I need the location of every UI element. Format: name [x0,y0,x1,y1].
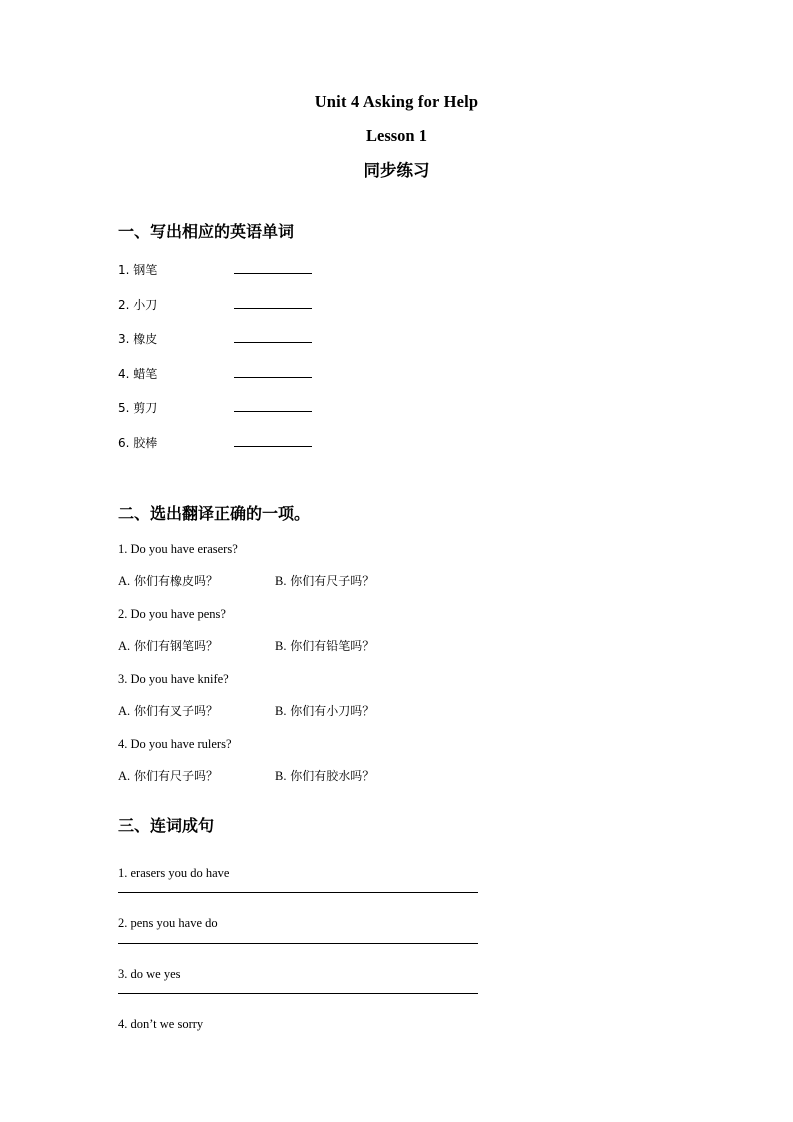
list-item: 2. pens you have do [118,893,478,943]
list-item: 1. erasers you do have [118,843,478,893]
vocab-number: 3. [118,332,130,347]
page-title: Unit 4 Asking for Help [314,92,479,111]
vocab-word: 剪刀 [133,401,158,416]
question-options [118,703,675,720]
vocab-number: 6. [118,435,130,450]
vocab-word: 蜡笔 [133,366,158,381]
option-a[interactable] [118,703,275,720]
option-b[interactable] [275,638,374,655]
question-block [118,606,675,655]
question-block [118,541,675,590]
vocab-word: 胶棒 [133,435,158,450]
list-item: 4. don’t we sorry [118,1016,204,1031]
question-block [118,671,675,720]
list-item [118,434,675,469]
option-a-text: 你们有橡皮吗？ [133,574,218,589]
option-a-letter: A. [118,768,131,783]
option-a-letter: A. [118,639,131,654]
answer-blank[interactable] [234,331,312,343]
vocab-number: 5. [118,401,130,416]
vocab-number: 2. [118,297,130,312]
vocab-word: 钢笔 [133,263,158,278]
answer-blank[interactable] [234,297,312,309]
lesson-subtitle: Lesson 1 [366,125,427,145]
option-a-text: 你们有钢笔吗？ [133,639,218,654]
answer-blank[interactable] [234,435,312,447]
section-heading-2: 二、选出翻译正确的一项。 [118,504,311,524]
rearrange-list [118,843,675,1043]
question-options [118,638,675,655]
list-item [118,365,675,400]
list-item [118,330,675,365]
question-stem: 4. Do you have rulers? [118,736,232,751]
option-b-text: 你们有铅笔吗？ [290,639,375,654]
question-stem: 1. Do you have erasers? [118,541,238,556]
vocabulary-list [118,261,675,468]
vocab-number: 1. [118,263,130,278]
answer-blank[interactable] [234,366,312,378]
list-item [118,261,675,296]
vocab-word: 橡皮 [133,332,158,347]
option-b-text: 你们有小刀吗？ [290,703,375,718]
question-options [118,768,675,785]
option-a-text: 你们有叉子吗？ [133,703,218,718]
option-a-letter: A. [118,574,131,589]
option-b-letter: B. [275,768,287,783]
option-a[interactable] [118,573,275,590]
answer-blank[interactable] [234,400,312,412]
title-block [118,0,675,180]
section-heading-3: 三、连词成句 [118,816,215,836]
option-b[interactable] [275,768,374,785]
question-stem: 2. Do you have pens? [118,606,226,621]
answer-blank[interactable] [234,262,312,274]
option-a[interactable] [118,768,275,785]
list-item [118,296,675,331]
option-b-letter: B. [275,574,287,589]
vocab-number: 4. [118,366,130,381]
option-b-text: 你们有尺子吗？ [290,574,375,589]
list-item: 3. do we yes [118,944,478,994]
option-a-text: 你们有尺子吗？ [133,768,218,783]
list-item [118,399,675,434]
question-block [118,736,675,785]
question-options [118,573,675,590]
option-b-letter: B. [275,703,287,718]
option-a-letter: A. [118,703,131,718]
option-b-letter: B. [275,639,287,654]
option-a[interactable] [118,638,275,655]
question-stem: 3. Do you have knife? [118,671,229,686]
section-heading-1: 一、写出相应的英语单词 [118,222,295,242]
option-b[interactable] [275,573,374,590]
vocab-word: 小刀 [133,297,158,312]
practice-subtitle: 同步练习 [363,160,430,180]
option-b-text: 你们有胶水吗？ [290,768,375,783]
option-b[interactable] [275,703,374,720]
